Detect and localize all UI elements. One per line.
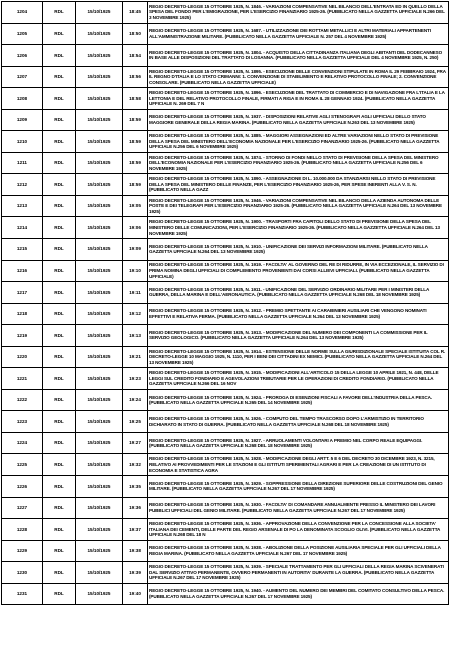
act-date-cell: 15/10/1925 — [76, 454, 123, 476]
sort-key-cell: 19:32 — [123, 454, 148, 476]
act-type-cell: RDL — [43, 66, 76, 88]
sort-key-cell: 19:09 — [123, 239, 148, 261]
table-row — [2, 497, 449, 519]
description-text: REGIO DECRETO-LEGGE 15 OTTOBRE 1925, N. 1927. - ARRUOLAMENTI VOLONTARI A PREMIO NEL CORPO REALE EQUIPAGGI. (PUBBLICATO NELLA GAZZETTA UFFICIALE N.268 DEL 18 NOVEMBRE 1925) — [149, 437, 423, 449]
sort-key-cell: 19:35 — [123, 476, 148, 498]
act-type-cell: RDL — [43, 152, 76, 174]
sort-key-cell: 19:37 — [123, 519, 148, 541]
sort-key-cell: 18:54 — [123, 45, 148, 67]
act-date-cell: 15/10/1925 — [76, 519, 123, 541]
act-type-cell: RDL — [43, 109, 76, 131]
record-number-cell: 1226 — [2, 476, 43, 498]
act-date-cell: 15/10/1925 — [76, 303, 123, 325]
act-date-cell: 15/10/1925 — [76, 45, 123, 67]
description-text: REGIO DECRETO-LEGGE 15 OTTOBRE 1925, N. 1919. - FACOLTA' AL GOVERNO DEL RE DI RIDURRE, IN VIA ECCEZIONALE, IL SERVIZIO DI PRIMA NOMINA DEGLI UFFICIALI DI COMPLEMENTO PROVENIENTI DAI CORSI ALLIEVI UFFICIALI. (PUBBLICATO NELLA GAZZETTA UFFICIALE) — [149, 262, 444, 279]
description-text: REGIO DECRETO-LEGGE 15 OTTOBRE 1925, N. 1910. - UNIFICAZIONE DEI SERVIZI INFORMAZIONI MILITARE. (PUBBLICATO NELLA GAZZETTA UFFICIALE N.264 DEL 13 NOVEMBRE 1925) — [149, 243, 428, 255]
record-number-cell: 1206 — [2, 45, 43, 67]
description-cell — [148, 497, 449, 519]
sort-key-cell: 19:36 — [123, 497, 148, 519]
act-date-cell: 15/10/1925 — [76, 562, 123, 584]
act-type-cell: RDL — [43, 540, 76, 562]
act-date-cell: 15/10/1925 — [76, 66, 123, 88]
table-row — [2, 282, 449, 304]
record-number-cell: 1211 — [2, 152, 43, 174]
act-type-cell: RDL — [43, 346, 76, 368]
record-number-cell: 1209 — [2, 109, 43, 131]
act-date-cell: 15/10/1925 — [76, 109, 123, 131]
act-date-cell: 15/10/1925 — [76, 152, 123, 174]
record-number-cell: 1222 — [2, 389, 43, 411]
description-text: REGIO DECRETO-LEGGE 15 OTTOBRE 1925, N. 1896. - ESECUZIONE DEL TRATTATO DI COMMERCIO E DI NAVIGAZIONE FRA L'ITALIA E LA LETTONIA E DEL RELATIVO PROTOCOLLO FINALE, FIRMATI A RIGA E IN ROMA IL 28 GENNAIO 1924. (PUBBLICATO NELLA GAZZETTA UFFICIALE N. 269 DEL 7 N — [149, 90, 445, 107]
act-type-cell: RDL — [43, 583, 76, 605]
sort-key-cell: 19:06 — [123, 217, 148, 239]
description-text: REGIO DECRETO-LEGGE 15 OTTOBRE 1925, N. 1914. - ESTENSIONE DELLE NORME SULLA GIURISDIZIONALE SPECIALE ISTITUITA COL R. DECRETO-LEGGE 10 MAGGIO 1925, N. 1110, PER I BENI DEI CITTADINI EX NEMICI. (PUBBLICATO NELLA GAZZETTA UFFICIALE N.264 DEL 13 NOVEMBRE 1925) — [149, 348, 446, 365]
table-body — [2, 2, 449, 605]
description-text: REGIO DECRETO-LEGGE 15 OTTOBRE 1925, N. 1928. - MODIFICAZIONE DEGLI ARTT. 5 E 6 DEL DECRETO 30 DICEMBRE 1923, N. 3215, RELATIVO AI PROVVEDIMENTI PER LE STAZIONI E GLI ISTITUTI SPERIMENTALI AGRARI E PER LA CREAZIONE DI UN ISTITUTO DI ECONOMIA E STATISTICA AGRA — [149, 456, 435, 473]
description-text: REGIO DECRETO-LEGGE 15 OTTOBRE 1925, N. 1926. - COMPUTO DEL TEMPO TRASCORSO DOPO L'ARMISTIZIO IN TERRITORIO DICHIARATO IN STATO DI GUERRA. (PUBBLICATO NELLA GAZZETTA UFFICIALE N.268 DEL 18 NOVEMBRE 1925) — [149, 416, 424, 427]
description-cell — [148, 476, 449, 498]
description-cell — [148, 368, 449, 390]
act-date-cell: 15/10/1925 — [76, 346, 123, 368]
table-row — [2, 45, 449, 67]
act-date-cell: 15/10/1925 — [76, 282, 123, 304]
table-row — [2, 303, 449, 325]
act-date-cell: 15/10/1925 — [76, 217, 123, 239]
sort-key-cell: 18:59 — [123, 152, 148, 174]
act-type-cell: RDL — [43, 454, 76, 476]
table-row — [2, 23, 449, 45]
act-type-cell: RDL — [43, 411, 76, 433]
act-type-cell: RDL — [43, 303, 76, 325]
sort-key-cell: 19:23 — [123, 368, 148, 390]
description-text: REGIO DECRETO-LEGGE 15 OTTOBRE 1925, N. 1929. - SOPPRESSIONE DELLA DIREZIONE SUPERIORE DELLE COSTRUZIONI DEL GENIO MILITARE. (PUBBLICATO NELLA GAZZETTA UFFICIALE N.267 DEL 17 NOVEMBRE 1925) — [149, 480, 443, 492]
table-row — [2, 368, 449, 390]
description-cell — [148, 346, 449, 368]
sort-key-cell: 19:40 — [123, 583, 148, 605]
act-date-cell: 15/10/1925 — [76, 389, 123, 411]
description-text: REGIO DECRETO-LEGGE 15 OTTOBRE 1925, N. 1913. - MODIFICAZIONE DEL NUMERO DEI COMPONENTI LA COMMISSIONE PER IL SERVIZIO GEOLOGICO. (PUBBLICATO NELLA GAZZETTA UFFICIALE N.264 DEL 13 NOVEMBRE 1925) — [149, 329, 428, 341]
record-number-cell: 1230 — [2, 562, 43, 584]
sort-key-cell: 19:11 — [123, 282, 148, 304]
act-date-cell: 15/10/1925 — [76, 497, 123, 519]
act-type-cell: RDL — [43, 88, 76, 110]
table-row — [2, 239, 449, 261]
record-number-cell: 1208 — [2, 88, 43, 110]
description-cell — [148, 131, 449, 153]
table-row — [2, 195, 449, 217]
act-date-cell: 15/10/1925 — [76, 2, 123, 24]
description-cell — [148, 540, 449, 562]
record-number-cell: 1205 — [2, 23, 43, 45]
act-date-cell: 15/10/1925 — [76, 260, 123, 282]
act-type-cell: RDL — [43, 562, 76, 584]
description-cell — [148, 152, 449, 174]
act-date-cell: 15/10/1925 — [76, 131, 123, 153]
record-number-cell: 1204 — [2, 2, 43, 24]
table-row — [2, 152, 449, 174]
act-type-cell: RDL — [43, 432, 76, 454]
description-text: REGIO DECRETO-LEGGE 15 OTTOBRE 1925, N. 1930. - FACOLTA' DI COMANDARE ANNUALMENTE PRESSO IL MINISTERO DEI LAVORI PUBBLICI UFFICIALI DEL GENIO MILITARE. (PUBBLICATO NELLA GAZZETTA UFFICIALE N.267 DEL 17 NOVEMBRE 1925) — [149, 502, 436, 513]
description-cell — [148, 88, 449, 110]
record-number-cell: 1218 — [2, 303, 43, 325]
description-cell — [148, 303, 449, 325]
description-cell — [148, 239, 449, 261]
sort-key-cell: 18:58 — [123, 88, 148, 110]
description-text: REGIO DECRETO-LEGGE 15 OTTOBRE 1925, N. 1939. - SPECIALE TRATTAMENTO PER GLI UFFICIALI DELLA REGIA MARINA SCIVENERATI DAL SERVIZIO ATTIVO PERMANENTE, OVVERO PERMANENTI IN AUTORITA' DURANTE LA GUERRA. (PUBBLICATO NELLA GAZZETTA UFFICIALE N.267 DEL 17 NOVEMBRE 1925) — [149, 564, 444, 581]
table-row — [2, 583, 449, 605]
table-row — [2, 109, 449, 131]
description-cell — [148, 2, 449, 24]
act-type-cell: RDL — [43, 260, 76, 282]
act-date-cell: 15/10/1925 — [76, 88, 123, 110]
description-cell — [148, 260, 449, 282]
act-type-cell: RDL — [43, 497, 76, 519]
sort-key-cell: 19:21 — [123, 346, 148, 368]
table-row — [2, 346, 449, 368]
table-row — [2, 476, 449, 498]
act-date-cell: 15/10/1925 — [76, 195, 123, 217]
act-date-cell: 15/10/1925 — [76, 325, 123, 347]
description-text: REGIO DECRETO-LEGGE 15 OTTOBRE 1925, N. 1946. - VARIAZIONI COMPENSATIVE NEL BILANCIO DELLA AZIENDA AUTONOMA DELLE POSTE E DEI TELEGRAFI PER L'ESERCIZIO FINANZIARIO 1925-26. (PUBBLICATO NELLA GAZZETTA UFFICIALE N.264 DEL 13 NOVEMBRE 1925) — [149, 197, 442, 214]
table-row — [2, 2, 449, 24]
description-cell — [148, 45, 449, 67]
sort-key-cell: 18:59 — [123, 131, 148, 153]
sort-key-cell: 18:59 — [123, 174, 148, 196]
description-text: REGIO DECRETO-LEGGE 15 OTTOBRE 1925, N. 1885. - MAGGIORI ASSEGNAZIONI ED ALTRE VARIAZIONI NELLO STATO DI PREVISIONE DELLA SPESA DEL MINISTERO DELL'ECONOMIA NAZIONALE PER L'ESERCIZIO FINANZIARIO 1925-26. (PUBBLICATO NELLA GAZZETTA UFFICIALE N.256 DEL 6 NOVEMBRE 1925) — [149, 133, 440, 150]
description-cell — [148, 432, 449, 454]
act-type-cell: RDL — [43, 174, 76, 196]
sort-key-cell: 19:27 — [123, 432, 148, 454]
description-cell — [148, 389, 449, 411]
record-number-cell: 1229 — [2, 540, 43, 562]
record-number-cell: 1207 — [2, 66, 43, 88]
act-date-cell: 15/10/1925 — [76, 476, 123, 498]
act-date-cell: 15/10/1925 — [76, 432, 123, 454]
description-cell — [148, 23, 449, 45]
act-date-cell: 15/10/1925 — [76, 540, 123, 562]
description-text: REGIO DECRETO-LEGGE 15 OTTOBRE 1925, N. 1687. - UTILIZZAZIONE DEI ROTTAMI METALLICI E ALTRI MATERIALI APPARTENENTI ALL'AMMINISTRAZIONE MILITARE. (PUBBLICATO NELLA GAZZETTA UFFICIALE N. 257 DEL 4 NOVEMBRE 1925) — [149, 28, 431, 39]
description-text: REGIO DECRETO-LEGGE 15 OTTOBRE 1925, N. 1912. - PREMIO SPETTANTE AI CARABINIERI AUSILIARI CHE VENGONO NOMINATI EFFETTIVI E RELATIVA FERMA. (PUBBLICATO NELLA GAZZETTA UFFICIALE N.264 DEL 13 NOVEMBRE 1925) — [149, 308, 427, 319]
act-date-cell: 15/10/1925 — [76, 239, 123, 261]
description-text: REGIO DECRETO-LEGGE 15 OTTOBRE 1925, N. 1895. - ESECUZIONE DELLE CONVENZIONI STIPULATE IN ROMA IL 29 FEBBRAIO 1924, FRA IL REGNO D'ITALIA E LO STATO CRIMANNI: 1. CONVENZIONE DI STABILIMENTO E RELATIVO PROTOCOLLO FINALE; 2. CONVENZIONE CONSOLARE. (PUBBLICATO NELLA GAZZETTA UFFICIALE) — [149, 68, 446, 85]
act-date-cell: 15/10/1925 — [76, 411, 123, 433]
act-type-cell: RDL — [43, 519, 76, 541]
record-number-cell: 1210 — [2, 131, 43, 153]
table-row — [2, 389, 449, 411]
description-text: REGIO DECRETO-LEGGE 15 OTTOBRE 1925, N. 1915. - MODIFICAZIONI ALL'ARTICOLO 15 DELLA LEGGE 10 APRILE 1921, N. 448, DELLE LEGGI SUL CREDITO FONDIARIO E AGEVOLAZIONI TRIBUTARIE PER LE OPERAZIONI DI CREDITO FONDIARIO. (PUBBLICATO NELLA GAZZETTA UFFICIALE N.266 DEL 16 NOV — [149, 370, 439, 387]
description-cell — [148, 411, 449, 433]
sort-key-cell: 19:25 — [123, 411, 148, 433]
table-row — [2, 88, 449, 110]
act-type-cell: RDL — [43, 476, 76, 498]
description-cell — [148, 109, 449, 131]
act-type-cell: RDL — [43, 368, 76, 390]
act-date-cell: 15/10/1925 — [76, 583, 123, 605]
description-text: REGIO DECRETO-LEGGE 15 OTTOBRE 1925, N. 1936. - APPROVAZIONE DELLA CONVENZIONE PER LA CONCESSIONE ALLA SOCIETA' ITALIANA DEI CEMENTI, DELLE PARTE DEL REGIO ARSENALE DI PO LA DENOMINATA SCOGLIO OLIVI. (PUBBLICATO NELLA GAZZETTA UFFICIALE N.268 DEL 18 N — [149, 521, 441, 538]
sort-key-cell: 19:38 — [123, 540, 148, 562]
sort-key-cell: 19:24 — [123, 389, 148, 411]
sort-key-cell: 18:56 — [123, 66, 148, 88]
table-row — [2, 519, 449, 541]
description-cell — [148, 282, 449, 304]
sort-key-cell: 19:05 — [123, 195, 148, 217]
description-cell — [148, 325, 449, 347]
record-number-cell: 1221 — [2, 368, 43, 390]
record-number-cell: 1224 — [2, 432, 43, 454]
description-text: REGIO DECRETO-LEGGE 15 OTTOBRE 1925, N. 1804. - ACQUISTO DELLA CITTADINANZA ITALIANA DEGLI ABITANTI DEL DODECANNESO IN BASE ALLE DISPOSIZIONI DEL TRATTATO DI LOSANNA. (PUBBLICATO NELLA GAZZETTA UFFICIALE DEL 4 NOVEMBRE 1925, N. 250) — [149, 49, 443, 61]
record-number-cell: 1217 — [2, 282, 43, 304]
act-type-cell: RDL — [43, 23, 76, 45]
act-type-cell: RDL — [43, 217, 76, 239]
table-row — [2, 454, 449, 476]
description-cell — [148, 562, 449, 584]
act-type-cell: RDL — [43, 239, 76, 261]
sort-key-cell: 19:13 — [123, 325, 148, 347]
record-number-cell: 1231 — [2, 583, 43, 605]
record-number-cell: 1223 — [2, 411, 43, 433]
table-row — [2, 411, 449, 433]
record-number-cell: 1214 — [2, 217, 43, 239]
table-row — [2, 66, 449, 88]
description-cell — [148, 519, 449, 541]
description-text: REGIO DECRETO-LEGGE 15 OTTOBRE 1925, N. 1940. - AUMENTO DEL NUMERO DEI MEMBRI DEL COMITATO CONSULTIVO DELLA PESCA. (PUBBLICATO NELLA GAZZETTA UFFICIALE N.267 DEL 17 NOVEMBRE 1925) — [149, 588, 445, 600]
sort-key-cell: 19:10 — [123, 260, 148, 282]
act-type-cell: RDL — [43, 2, 76, 24]
act-date-cell: 15/10/1925 — [76, 174, 123, 196]
description-cell — [148, 217, 449, 239]
law-register-table — [1, 1, 449, 605]
description-text: REGIO DECRETO-LEGGE 15 OTTOBRE 1925, N. 1938. - ABOLIZIONE DELLA POSIZIONE AUSILIARIA SPECIALE PER GLI UFFICIALI DELLA REGIA MARINA. (PUBBLICATO NELLA GAZZETTA UFFICIALE N.267 DEL 17 NOVEMBRE 1925) — [149, 545, 441, 556]
record-number-cell: 1228 — [2, 519, 43, 541]
description-text: REGIO DECRETO-LEGGE 15 OTTOBRE 1925, N. 1874. - STORNO DI FONDI NELLO STATO DI PREVISIONE DELLA SPESA DEL MINISTERO DELL'ECONOMIA NAZIONALE PER L'ESERCIZIO FINANZIARIO 1925-26. (PUBBLICATO NELLA GAZZETTA UFFICIALE N.256 DEL 6 NOVEMBRE 1925) — [149, 154, 439, 171]
table-row — [2, 562, 449, 584]
description-cell — [148, 583, 449, 605]
act-type-cell: RDL — [43, 325, 76, 347]
description-cell — [148, 454, 449, 476]
sort-key-cell: 18:45 — [123, 2, 148, 24]
record-number-cell: 1227 — [2, 497, 43, 519]
record-number-cell: 1213 — [2, 195, 43, 217]
description-text: REGIO DECRETO-LEGGE 15 OTTOBRE 1925, N. 1890. - ASSEGNAZIONE DI L. 10.000.000 DA STANZIARSI NELLO STATO DI PREVISIONE DELLA SPESA DEL MINISTERO DELLE FINANZE, PER L'ESERCIZIO FINANZIARIO 1925-26, PER SPESE INERENTI ALLA V. S. N. (PUBBLICATO NELLA GAZZ — [149, 176, 436, 193]
table-row — [2, 131, 449, 153]
record-number-cell: 1215 — [2, 239, 43, 261]
record-number-cell: 1212 — [2, 174, 43, 196]
record-number-cell: 1225 — [2, 454, 43, 476]
act-type-cell: RDL — [43, 45, 76, 67]
description-text: REGIO DECRETO-LEGGE 15 OTTOBRE 1925, N. 1937. - DISPOSIZIONI RELATIVE AGLI STENOGRAFI AGLI UFFICIALI DELLO STATO MAGGIORE GENERALE DELLA REGIA MARINA. (PUBBLICATO NELLA GAZZETTA UFFICIALE N.263 DEL 13 NOVEMBRE 1925) — [149, 114, 426, 125]
sort-key-cell: 19:39 — [123, 562, 148, 584]
record-number-cell: 1220 — [2, 346, 43, 368]
act-date-cell: 15/10/1925 — [76, 23, 123, 45]
description-cell — [148, 174, 449, 196]
table-row — [2, 432, 449, 454]
table-row — [2, 174, 449, 196]
description-text: REGIO DECRETO-LEGGE 15 OTTOBRE 1925, N. 1911. - UNIFICAZIONE DEL SERVIZIO ORDINARIO MILITARE PER I MINISTERI DELLA GUERRA, DELLA MARINA E DELL'AERONAUTICA. (PUBBLICATO NELLA GAZZETTA UFFICIALE N.268 DEL 18 NOVEMBRE 1925) — [149, 286, 430, 298]
act-type-cell: RDL — [43, 282, 76, 304]
description-text: REGIO DECRETO-LEGGE 15 OTTOBRE 1925, N. 1924. - PROROGA DI ESENZIONI FISCALI A FAVORE DELL'INDUSTRIA DELLA PESCA. (PUBBLICATO NELLA GAZZETTA UFFICIALE N.265 DEL 14 NOVEMBRE 1925) — [149, 394, 432, 406]
sort-key-cell: 19:12 — [123, 303, 148, 325]
record-number-cell: 1219 — [2, 325, 43, 347]
description-text: REGIO DECRETO-LEGGE 15 OTTOBRE 1925, N. 1900. - TRASPORTI FRA CAPITOLI DELLO STATO DI PREVISIONE DELLA SPESA DEL MINISTERO DELLE COMUNICAZIONI, PER L'ESERCIZIO FINANZIARIO 1925-26. (PUBBLICATO NELLA GAZZETTA UFFICIALE N.264 DEL 13 NOVEMBRE 1925) — [149, 219, 440, 236]
act-type-cell: RDL — [43, 389, 76, 411]
table-row — [2, 217, 449, 239]
sort-key-cell: 18:50 — [123, 23, 148, 45]
record-number-cell: 1216 — [2, 260, 43, 282]
description-cell — [148, 195, 449, 217]
table-row — [2, 325, 449, 347]
table-row — [2, 540, 449, 562]
table-row — [2, 260, 449, 282]
sort-key-cell: 18:59 — [123, 109, 148, 131]
act-date-cell: 15/10/1925 — [76, 368, 123, 390]
act-type-cell: RDL — [43, 131, 76, 153]
description-text: REGIO DECRETO-LEGGE 15 OTTOBRE 1925, N. 1846. - VARIAZIONI COMPENSATIVE NEL BILANCIO DELL'ENTRATA ED IN QUELLO DELLA SPESA DEL FONDO PER L'EMIGRAZIONE, PER L'ESERCIZIO FINANZIARIO 1925-26. (PUBBLICATO NELLA GAZZETTA UFFICIALE N.266 DEL 3 NOVEMBRE 1925) — [149, 3, 445, 21]
act-type-cell: RDL — [43, 195, 76, 217]
description-cell — [148, 66, 449, 88]
